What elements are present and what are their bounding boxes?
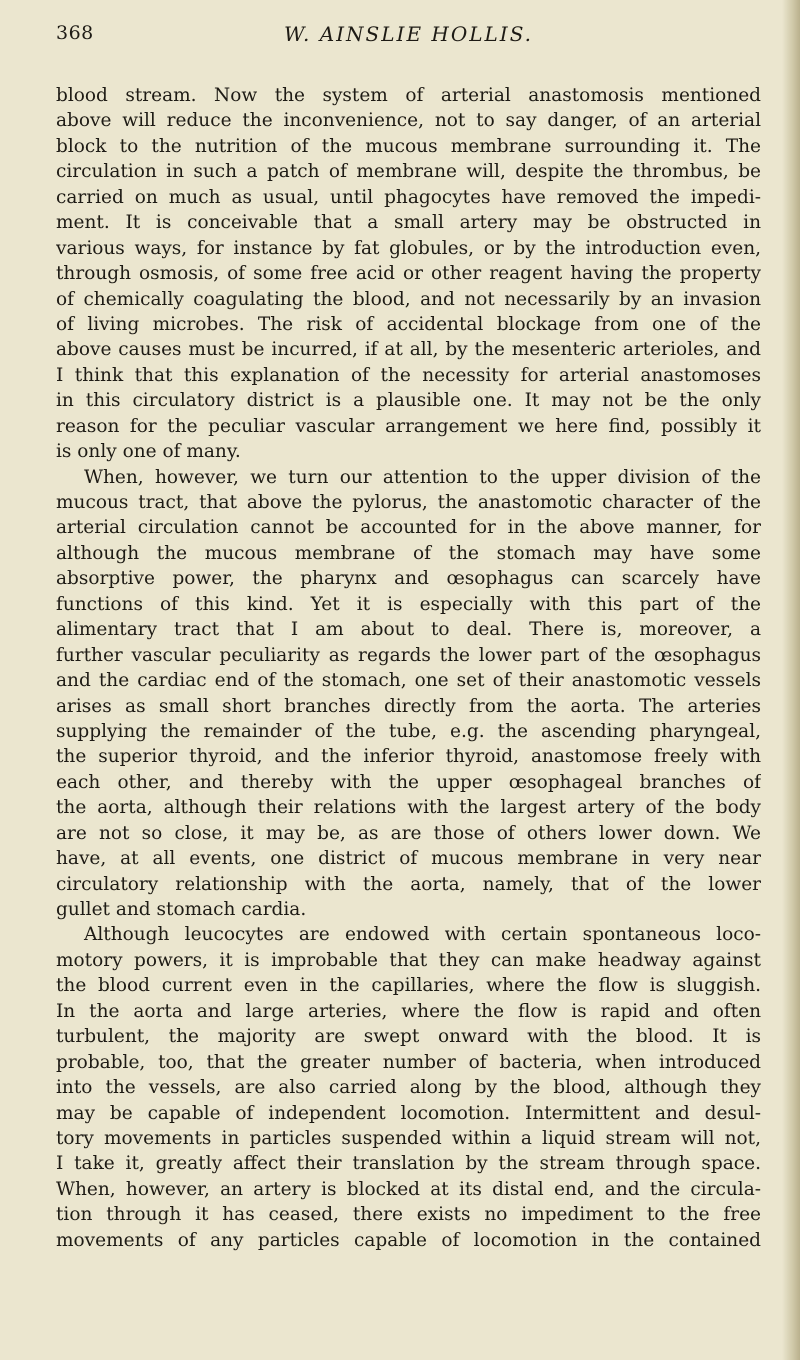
text-line: the superior thyroid, and the inferior thyroid, anastomose freely with bbox=[56, 746, 761, 768]
text-line: I take it, greatly affect their translation by the stream through space. bbox=[56, 1153, 761, 1175]
text-line: the blood current even in the capillaries, where the flow is sluggish. bbox=[56, 975, 761, 997]
text-line: may be capable of independent locomotion. Intermittent and desul- bbox=[56, 1102, 761, 1124]
text-line: circulatory relationship with the aorta, namely, that of the lower bbox=[56, 873, 761, 895]
text-line: supplying the remainder of the tube, e.g. the ascending pharyngeal, bbox=[56, 720, 761, 742]
text-line: in this circulatory district is a plausible one. It may not be the only bbox=[56, 390, 761, 412]
text-line: further vascular peculiarity as regards the lower part of the œsophagus bbox=[56, 644, 761, 666]
text-line: functions of this kind. Yet it is especially with this part of the bbox=[56, 593, 761, 615]
running-head: W. AINSLIE HOLLIS. bbox=[283, 22, 534, 46]
text-line: Although leucocytes are endowed with certain spontaneous loco- bbox=[84, 924, 761, 946]
text-line: absorptive power, the pharynx and œsophagus can scarcely have bbox=[56, 568, 761, 590]
page-header bbox=[56, 22, 761, 52]
text-line: movements of any particles capable of locomotion in the contained bbox=[56, 1229, 761, 1251]
text-line: circulation in such a patch of membrane will, despite the thrombus, be bbox=[56, 161, 761, 183]
text-line: ment. It is conceivable that a small artery may be obstructed in bbox=[56, 212, 761, 234]
text-line: arises as small short branches directly from the aorta. The arteries bbox=[56, 695, 761, 717]
text-line: and the cardiac end of the stomach, one set of their anastomotic vessels bbox=[56, 670, 761, 692]
text-line: In the aorta and large arteries, where the flow is rapid and often bbox=[56, 1000, 761, 1022]
text-line: tion through it has ceased, there exists no impediment to the free bbox=[56, 1204, 761, 1226]
page-number: 368 bbox=[56, 22, 94, 44]
text-line: of chemically coagulating the blood, and not necessarily by an invasion bbox=[56, 288, 761, 310]
text-line: mucous tract, that above the pylorus, the anastomotic character of the bbox=[56, 492, 761, 513]
text-line: alimentary tract that I am about to deal. There is, moreover, a bbox=[56, 619, 761, 641]
text-line: above causes must be incurred, if at all, by the mesenteric arterioles, and bbox=[56, 339, 761, 361]
text-line: into the vessels, are also carried along by the blood, although they bbox=[56, 1077, 761, 1099]
text-line: through osmosis, of some free acid or other reagent having the property bbox=[56, 263, 761, 285]
text-line: arterial circulation cannot be accounted for in the above manner, for bbox=[56, 517, 761, 539]
body-text bbox=[56, 83, 761, 1253]
text-line: gullet and stomach cardia. bbox=[56, 899, 307, 920]
text-line: probable, too, that the greater number of bacteria, when introduced bbox=[56, 1051, 761, 1073]
page-edge-shadow bbox=[782, 0, 800, 1360]
text-line: motory powers, it is improbable that they can make headway against bbox=[56, 949, 761, 971]
text-line: although the mucous membrane of the stomach may have some bbox=[56, 542, 761, 564]
text-line: turbulent, the majority are swept onward with the blood. It is bbox=[56, 1026, 761, 1048]
text-line: reason for the peculiar vascular arrangement we here find, possibly it bbox=[56, 415, 761, 437]
text-line: is only one of many. bbox=[56, 441, 241, 463]
text-line: carried on much as usual, until phagocytes have removed the impedi- bbox=[56, 186, 761, 208]
text-line: various ways, for instance by fat globules, or by the introduction even, bbox=[56, 237, 761, 259]
text-line: blood stream. Now the system of arterial anastomosis mentioned bbox=[56, 85, 761, 106]
text-line: have, at all events, one district of mucous membrane in very near bbox=[56, 848, 761, 870]
text-line: When, however, we turn our attention to the upper division of the bbox=[84, 466, 761, 488]
text-line: are not so close, it may be, as are those of others lower down. We bbox=[56, 822, 761, 844]
text-line: the aorta, although their relations with the largest artery of the body bbox=[56, 797, 761, 819]
text-line: tory movements in particles suspended within a liquid stream will not, bbox=[56, 1127, 761, 1149]
text-line: above will reduce the inconvenience, not to say danger, of an arterial bbox=[56, 110, 761, 132]
text-line: each other, and thereby with the upper œsophageal branches of bbox=[56, 771, 761, 793]
text-line: I think that this explanation of the necessity for arterial anastomoses bbox=[56, 364, 761, 386]
text-line: of living microbes. The risk of accidental blockage from one of the bbox=[56, 313, 761, 335]
text-line: When, however, an artery is blocked at its distal end, and the circula- bbox=[56, 1178, 761, 1200]
text-line: block to the nutrition of the mucous membrane surrounding it. The bbox=[56, 135, 761, 157]
